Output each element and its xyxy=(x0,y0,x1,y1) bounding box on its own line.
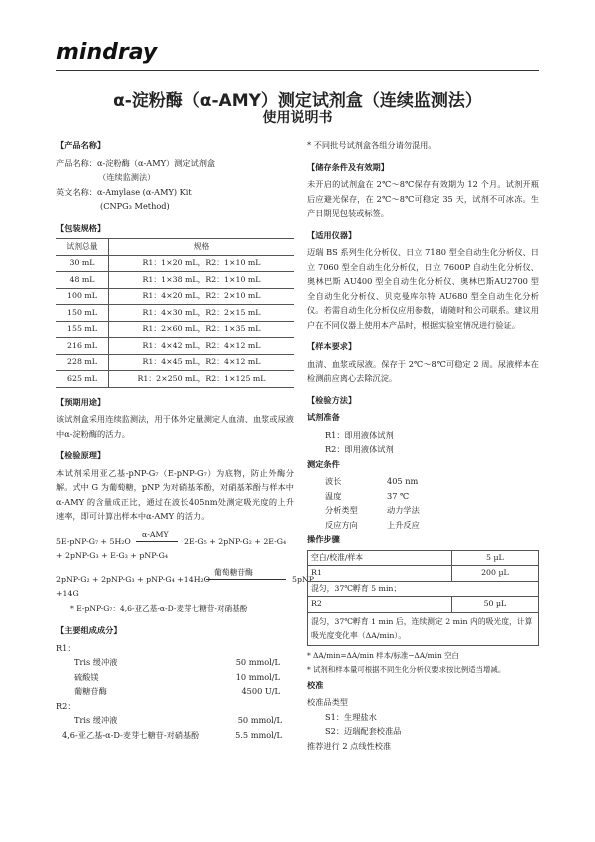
table-cell: R1：4×45 mL，R2：4×12 mL xyxy=(109,354,295,371)
table-row xyxy=(56,371,294,388)
package-col-total: 试剂总量 xyxy=(56,239,109,256)
reagent-r2: R2：即用液体试剂 xyxy=(325,444,394,454)
table-cell: R1：2×60 mL，R2：1×35 mL xyxy=(109,321,295,338)
table-cell: R1 xyxy=(308,566,452,582)
sample-text: 血清、血浆或尿液。保存于 2℃～8℃可稳定 2 周。尿液样本在检测前应离心去除沉淀。 xyxy=(307,358,539,383)
table-cell: 48 mL xyxy=(56,272,109,289)
package-table xyxy=(56,238,294,388)
package-col-spec: 规格 xyxy=(109,239,295,256)
table-cell: 200 µL xyxy=(451,566,538,582)
table-row xyxy=(56,338,294,355)
table-cell: 混匀，37℃孵育 5 min； xyxy=(308,581,539,597)
table-cell: 100 mL xyxy=(56,288,109,305)
table-row xyxy=(56,305,294,322)
brand-logo: mindray xyxy=(56,40,158,65)
product-en-name-2: (CNPG₃ Method) xyxy=(100,201,170,211)
delta-note: * 试剂和样本量可根据不同生化分析仪要求按比例适当增减。 xyxy=(307,665,506,674)
product-en-name: 英文名称：α-Amylase (α-AMY) Kit xyxy=(56,186,192,197)
calibrator-type: 校准品类型 xyxy=(307,697,348,707)
list-item xyxy=(307,474,539,489)
table-cell: R1：1×38 mL，R2：1×10 mL xyxy=(109,272,295,289)
reagent-r1: R1：即用液体试剂 xyxy=(325,429,394,440)
eq1-arrow xyxy=(136,541,178,542)
list-item xyxy=(307,518,539,533)
eq1-enzyme: α-AMY xyxy=(142,529,169,539)
calibration-heading: 校准 xyxy=(307,679,324,690)
component-name: 葡糖苷酶 xyxy=(74,686,107,696)
condition-key: 温度 xyxy=(325,490,342,501)
product-heading: 【产品名称】 xyxy=(56,140,106,150)
component-value: 50 mmol/L xyxy=(235,657,280,667)
right-column xyxy=(307,138,539,753)
table-row xyxy=(308,597,539,613)
table-row xyxy=(56,354,294,371)
list-item xyxy=(56,655,294,670)
list-item xyxy=(56,728,294,743)
r1-label: R1： xyxy=(56,642,76,653)
eq1-right: 2E-G₅ + 2pNP-G₂ + 2E-G₄ xyxy=(184,536,287,546)
components-heading: 【主要组成成分】 xyxy=(56,625,122,635)
use-heading: 【预期用途】 xyxy=(56,396,106,407)
table-cell: R1：4×20 mL，R2：2×10 mL xyxy=(109,288,295,305)
list-item xyxy=(307,489,539,504)
conditions-heading: 测定条件 xyxy=(307,458,340,469)
operation-table xyxy=(307,550,539,646)
storage-heading: 【储存条件及有效期】 xyxy=(307,161,389,172)
table-row xyxy=(56,288,294,305)
delta-formula: * ΔA/min=ΔA/min 样本/标准−ΔA/min 空白 xyxy=(307,650,459,660)
table-cell: 228 mL xyxy=(56,354,109,371)
header-rule xyxy=(56,70,539,71)
steps-heading: 操作步骤 xyxy=(307,534,340,544)
condition-key: 反应方向 xyxy=(325,519,358,530)
product-cn-name-2: （连续监测法） xyxy=(98,172,156,182)
reaction-equation-1 xyxy=(56,530,294,562)
principle-text: 本试剂采用亚乙基-pNP-G₇（E-pNP-G₇）为底物，防止外酶分解。式中 G 为葡萄糖，pNP 为对硝基苯酚，对硝基苯酚与样本中α-AMY 的含量成正比，通过在波长405nm处测定吸光度的上升速率，即可计算出样本中α-AMY 的活力。 xyxy=(56,467,294,521)
table-cell: R1：4×30 mL，R2：2×15 mL xyxy=(109,305,295,322)
product-cn-name: 产品名称：α-淀粉酶（α-AMY）测定试剂盒 xyxy=(56,157,216,168)
table-cell: R1：4×42 mL，R2：4×12 mL xyxy=(109,338,295,355)
component-name: 硫酸镁 xyxy=(74,671,99,682)
table-cell: 216 mL xyxy=(56,338,109,355)
list-item xyxy=(56,713,294,728)
eq1-line2: + 2pNP-G₃ + E-G₃ + pNP-G₄ xyxy=(56,550,169,560)
table-cell: 混匀，37℃孵育 1 min 后，连续测定 2 min 内的吸光度，计算吸光度变化率（ΔA/min）。 xyxy=(308,612,539,645)
document-subtitle: 使用说明书 xyxy=(262,110,333,126)
calibrator-s1: S1：生理盐水 xyxy=(325,711,377,722)
principle-heading: 【检验原理】 xyxy=(56,450,106,460)
component-value: 50 mmol/L xyxy=(237,715,282,725)
eq2-line2: +14G xyxy=(56,588,79,598)
table-row xyxy=(56,321,294,338)
table-cell: 150 mL xyxy=(56,305,109,322)
table-cell: 50 µL xyxy=(451,597,538,613)
table-row xyxy=(308,612,539,645)
table-cell: R1：2×250 mL，R2：1×125 mL xyxy=(109,371,295,388)
calibration-recommendation: 推荐进行 2 点线性校准 xyxy=(307,740,392,751)
table-cell: 625 mL xyxy=(56,371,109,388)
component-name: Tris 缓冲液 xyxy=(74,715,118,725)
component-value: 4500 U/L xyxy=(241,686,280,696)
table-cell: R1：1×20 mL，R2：1×10 mL xyxy=(109,255,295,272)
r2-label: R2： xyxy=(56,700,76,711)
use-text: 该试剂盒采用连续监测法，用于体外定量测定人血清、血浆或尿液中α-淀粉酶的活力。 xyxy=(56,414,294,439)
package-heading: 【包装规格】 xyxy=(56,222,106,233)
table-cell: 155 mL xyxy=(56,321,109,338)
eq2-arrow xyxy=(206,579,286,580)
table-cell: R2 xyxy=(308,597,452,613)
component-value: 10 mmol/L xyxy=(235,671,280,682)
table-row xyxy=(56,272,294,289)
eq2-enzyme: 葡萄糖苷酶 xyxy=(214,567,253,577)
left-column xyxy=(56,138,315,742)
table-cell: 5 µL xyxy=(451,550,538,566)
table-row xyxy=(56,255,294,272)
instrument-heading: 【适用仪器】 xyxy=(307,229,357,240)
table-row xyxy=(308,581,539,597)
component-value: 5.5 mmol/L xyxy=(235,729,282,740)
reaction-equation-2 xyxy=(56,567,315,602)
principle-note: * E-pNP-G₇：4,6-亚乙基-α-D-麦芽七糖苷-对硝基酚 xyxy=(70,603,248,613)
component-name: Tris 缓冲液 xyxy=(74,657,118,667)
table-cell: 空白/校准/样本 xyxy=(308,550,452,566)
table-row xyxy=(308,566,539,582)
eq1-left: 5E-pNP-G₇ + 5H₂O xyxy=(56,536,131,546)
instrument-text: 迈瑞 BS 系列生化分析仪、日立 7180 型全自动生化分析仪、日立 7060 型全自动生化分析仪，日立 7600P 自动生化分析仪、奥林巴斯 AU400 型全自动生化分析仪、奥林巴斯AU2700 型全自动生化分析仪、贝克曼库尔特 AU680 型全自动生化分析仪。若需自动生化分析仪应用参数，请随时和公司联系。建议用户在不同仪器上使用本产品时，根据实验室情况进行验证。 xyxy=(307,247,539,330)
batch-note: * 不同批号试剂盒各组分请勿混用。 xyxy=(307,140,437,150)
eq2-right: 5pNP xyxy=(292,574,315,584)
condition-value: 上升反应 xyxy=(387,519,420,530)
list-item xyxy=(307,503,539,518)
list-item xyxy=(56,684,294,699)
condition-value: 405 nm xyxy=(387,476,419,486)
condition-key: 分析类型 xyxy=(325,505,358,515)
method-heading: 【检验方法】 xyxy=(307,394,357,405)
eq2-left: 2pNP-G₂ + 2pNP-G₃ + pNP-G₄ +14H₂O xyxy=(56,574,211,584)
condition-value: 动力学法 xyxy=(387,505,420,515)
list-item xyxy=(56,670,294,685)
package-table-header xyxy=(56,239,294,256)
condition-value: 37 ℃ xyxy=(387,490,410,501)
condition-key: 波长 xyxy=(325,476,342,486)
storage-text: 未开启的试剂盒在 2℃～8℃保存有效期为 12 个月。试剂开瓶后应避光保存，在 2℃～8℃可稳定 35 天，试剂不可冰冻。生产日期见包装或标签。 xyxy=(307,179,539,218)
table-cell: 30 mL xyxy=(56,255,109,272)
sample-heading: 【样本要求】 xyxy=(307,341,357,351)
table-row xyxy=(308,550,539,566)
calibrator-s2: S2：迈瑞配套校准品 xyxy=(325,726,402,736)
component-name: 4,6-亚乙基-α-D-麦芽七糖苷-对硝基酚 xyxy=(62,729,200,740)
document-title: α-淀粉酶（α-AMY）测定试剂盒（连续监测法） xyxy=(113,91,482,111)
reagent-prep-heading: 试剂准备 xyxy=(307,412,340,422)
